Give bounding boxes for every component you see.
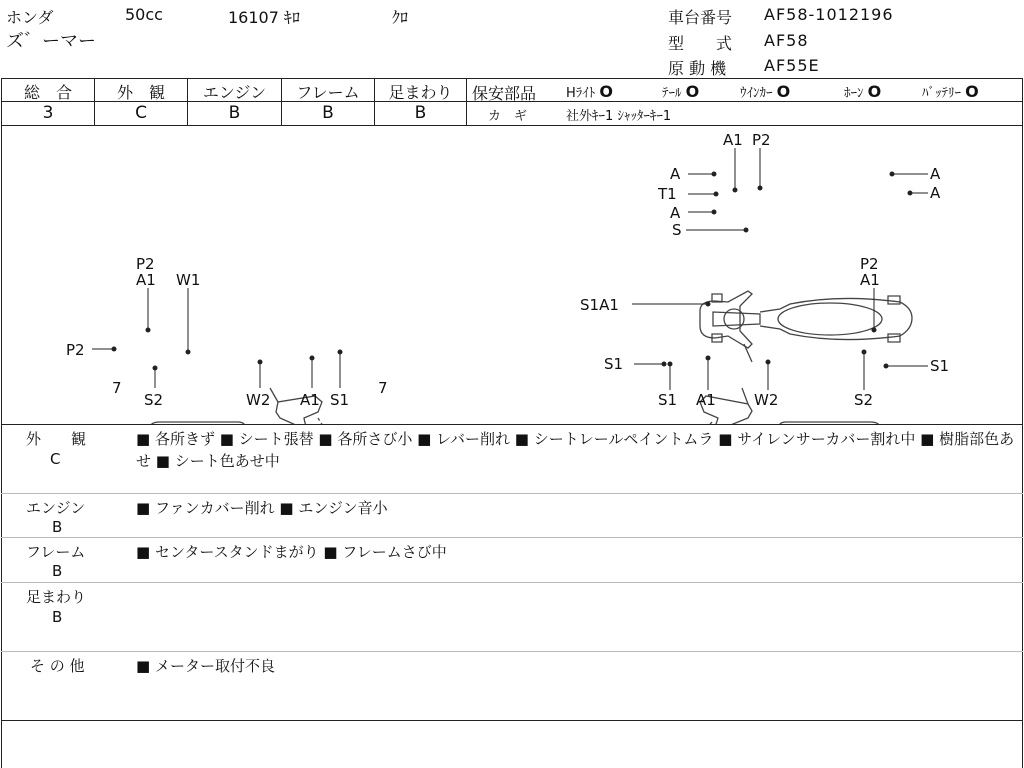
right-label-s1-bot: S1 (658, 391, 678, 409)
rating-label-suspension: 足まわり (388, 83, 453, 102)
safety-item-headlight: Hﾗｲﾄ O (566, 82, 614, 101)
divider (1, 493, 1023, 494)
top-label-s: S (672, 221, 682, 239)
type-value: AF58 (764, 31, 809, 50)
right-label-p2-top: P2 (860, 255, 879, 273)
right-label-w2: W2 (754, 391, 779, 409)
section-label-exterior: 外 観 (26, 430, 87, 448)
top-view-scooter (700, 291, 912, 362)
rating-label-exterior: 外 観 (116, 83, 165, 102)
frame-no: AF58-1012196 (764, 5, 894, 24)
key-text: 社外ｷｰ1 ｼｬｯﾀｰｷｰ1 (566, 109, 672, 124)
top-label-a-tr: A (930, 165, 941, 183)
divider (1, 720, 1023, 721)
section-text-exterior: ■ 各所きず ■ シート張替 ■ 各所さび小 ■ レバー削れ ■ シートレールペイントムラ ■ サイレンサーカバー割れ中 ■ 樹脂部色あせ ■ シート色あせ中 (136, 430, 1015, 470)
top-label-a-bl: A (670, 204, 681, 222)
left-label-s1: S1 (330, 391, 350, 409)
divider (1, 78, 1023, 79)
rating-value-exterior: C (135, 103, 147, 123)
safety-label: 保安部品 (472, 84, 537, 103)
right-label-s1-right: S1 (930, 357, 950, 375)
section-label-frame: フレーム (26, 543, 86, 561)
frame-no-label: 車台番号 (668, 8, 733, 27)
rating-value-overall: 3 (42, 103, 54, 123)
section-label-engine: エンジン (26, 499, 86, 517)
left-label-7a: 7 (112, 379, 122, 397)
displacement: 50cc (125, 5, 163, 24)
scooter-diagram (0, 126, 1024, 424)
left-label-7b: 7 (378, 379, 388, 397)
section-grade-frame: B (52, 562, 63, 580)
type-label: 型 式 (668, 34, 733, 53)
divider (1, 537, 1023, 538)
engine-value: AF55E (764, 56, 820, 75)
section-grade-exterior: C (50, 450, 61, 468)
color: ｸﾛ (392, 8, 409, 27)
right-label-s2: S2 (854, 391, 874, 409)
left-label-s2: S2 (144, 391, 164, 409)
top-label-p2: P2 (752, 131, 771, 149)
section-text-engine: ■ ファンカバー削れ ■ エンジン音小 (136, 499, 388, 517)
left-label-w1: W1 (176, 271, 201, 289)
right-side-scooter (642, 388, 916, 424)
rating-label-overall: 総 合 (23, 83, 72, 102)
divider (1, 424, 1023, 425)
mileage: 16107 ｷﾛ (228, 8, 300, 27)
section-text-frame: ■ センタースタンドまがり ■ フレームさび中 (136, 543, 447, 561)
safety-item-horn: ﾎｰﾝ O (844, 82, 882, 101)
section-grade-engine: B (52, 518, 63, 536)
safety-item-winker: ｳｲﾝｶｰ O (740, 82, 791, 101)
right-label-a1-bot: A1 (696, 391, 716, 409)
section-label-suspension: 足まわり (26, 588, 87, 606)
right-label-a1-top: A1 (860, 271, 880, 289)
rating-label-engine: エンジン (202, 83, 267, 102)
top-label-a-r: A (930, 184, 941, 202)
rating-value-frame: B (322, 103, 334, 123)
section-text-other: ■ メーター取付不良 (136, 657, 275, 675)
left-label-p2-top: P2 (136, 255, 155, 273)
key-label: カ ギ (488, 109, 528, 124)
engine-label: 原 動 機 (668, 59, 727, 78)
rating-value-suspension: B (414, 103, 427, 123)
divider (1, 651, 1023, 652)
model-name: ズ゛ーマー (6, 31, 96, 52)
right-label-s1-left: S1 (604, 355, 624, 373)
rating-label-frame: フレーム (296, 83, 360, 102)
section-label-other: そ の 他 (30, 657, 85, 675)
maker: ホンダ (6, 8, 54, 27)
left-label-a1-bot: A1 (300, 391, 320, 409)
right-label-s1a1: S1A1 (580, 296, 619, 314)
top-label-a1: A1 (723, 131, 743, 149)
section-grade-suspension: B (52, 608, 63, 626)
top-label-t1: T1 (658, 185, 677, 203)
divider (1, 582, 1023, 583)
divider (466, 101, 1023, 102)
safety-item-taillight: ﾃｰﾙ O (662, 82, 700, 101)
safety-item-battery: ﾊﾞｯﾃﾘｰ O (922, 82, 979, 101)
rating-value-engine: B (228, 103, 241, 123)
left-label-a1-top: A1 (136, 271, 156, 289)
left-label-p2-side: P2 (66, 341, 85, 359)
top-label-a-tl: A (670, 165, 681, 183)
left-label-w2: W2 (246, 391, 271, 409)
